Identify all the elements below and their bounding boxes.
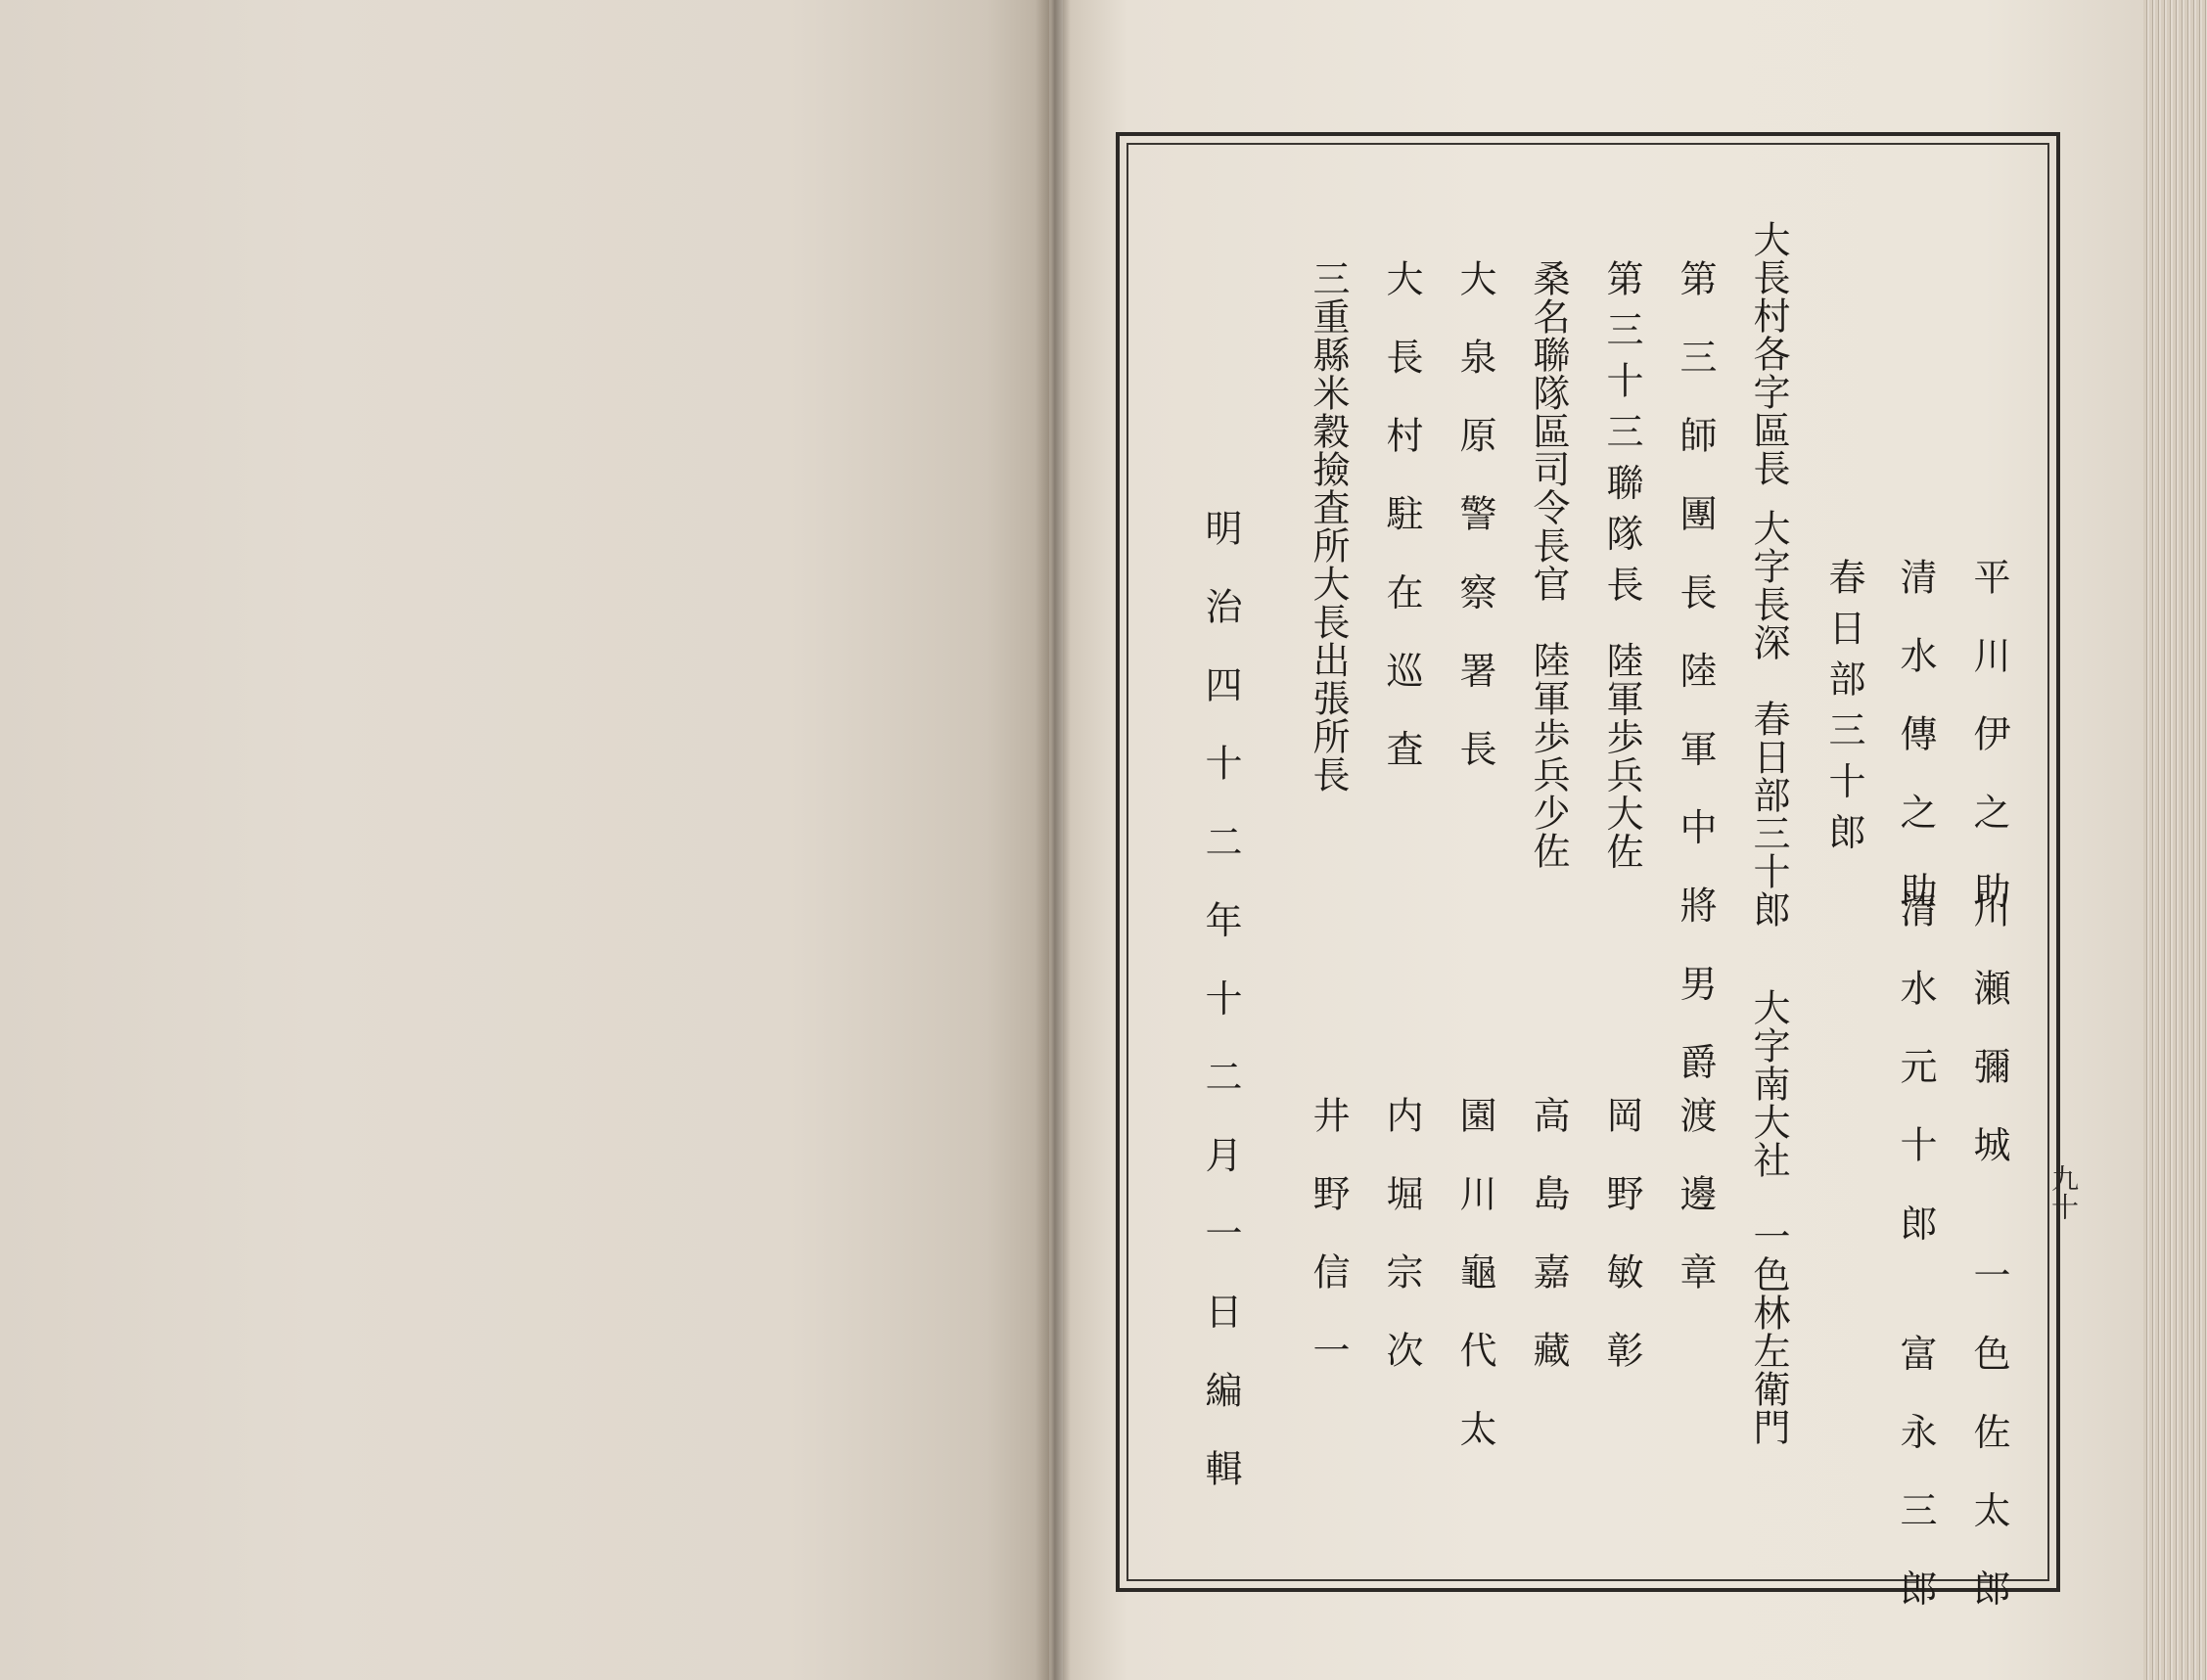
column-1-top: 平 川 伊 之 助 [1967, 558, 2010, 924]
column-6-top: 第 三 師 團 長 陸 軍 中 將 男 爵 [1674, 259, 1717, 1095]
column-11-bottom: 井 野 信 一 [1307, 1096, 1350, 1384]
book-gutter [1035, 0, 1071, 1680]
column-8-bottom: 高 島 嘉 藏 [1527, 1096, 1570, 1384]
column-2-bottom: 清 水 元 十 郎 富 永 三 郎 [1894, 890, 1937, 1621]
column-1-bottom: 川 瀬 彌 城 一 色 佐 太 郎 [1967, 890, 2010, 1621]
column-4-top: 大字長深 春日部三十郎 [1747, 509, 1790, 929]
column-9-top: 大 泉 原 警 察 署 長 [1453, 259, 1496, 782]
column-9-bottom: 園 川 龜 代 太 [1453, 1096, 1496, 1462]
column-2-top: 清 水 傳 之 助 [1894, 558, 1937, 924]
column-7-bottom: 岡 野 敏 彰 [1600, 1096, 1643, 1384]
column-5-top: 大長村各字區長 [1747, 220, 1790, 487]
column-10-top: 大 長 村 駐 在 巡 査 [1380, 259, 1423, 782]
column-11-top: 三重縣米穀撿査所大長出張所長 [1307, 259, 1350, 794]
column-4-bottom: 大字南大社 一色林左衛門 [1747, 988, 1790, 1446]
column-8-top: 桑名聯隊區司令長官 陸軍歩兵少佐 [1527, 259, 1570, 870]
compilation-date: 明 治 四 十 二 年 十 二 月 一 日 編 輯 [1199, 509, 1242, 1501]
column-7-top: 第 三 十 三 聯 隊 長 陸軍歩兵大佐 [1600, 259, 1643, 871]
column-6-bottom: 渡 邊 章 [1674, 1096, 1717, 1305]
page-number: 九十 [2047, 1164, 2080, 1221]
page-edges [2143, 0, 2207, 1680]
column-10-bottom: 内 堀 宗 次 [1380, 1096, 1423, 1384]
left-page-blank [0, 0, 1049, 1680]
column-3-top: 春 日 部 三 十 郎 [1822, 558, 1865, 851]
